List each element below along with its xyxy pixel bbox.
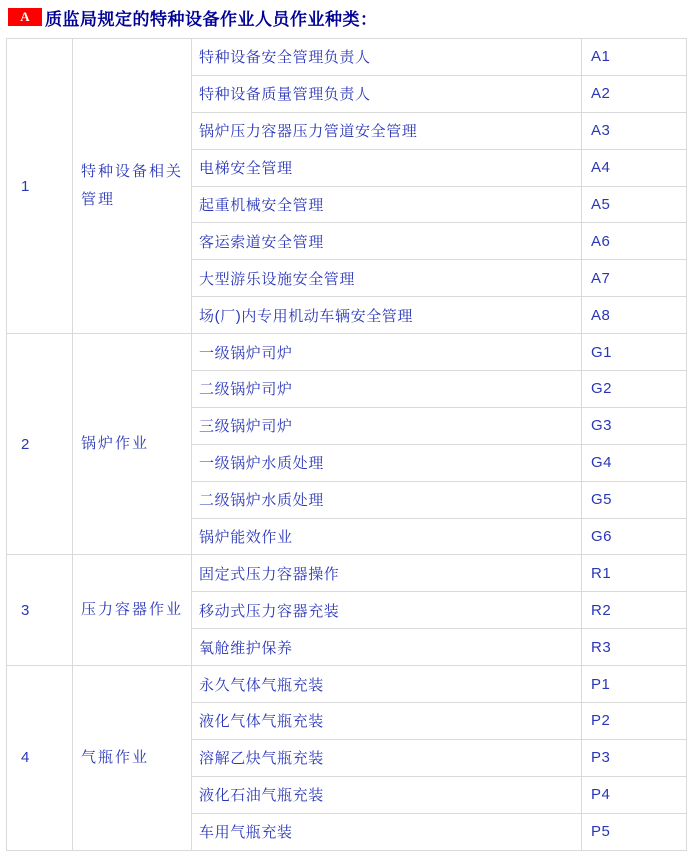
job-type: 溶解乙炔气瓶充装 <box>192 739 582 776</box>
job-code: G5 <box>582 481 687 518</box>
job-type: 锅炉压力容器压力管道安全管理 <box>192 112 582 149</box>
job-type: 永久气体气瓶充装 <box>192 666 582 703</box>
job-code: G1 <box>582 334 687 371</box>
group-number: 1 <box>7 39 73 334</box>
job-code: A5 <box>582 186 687 223</box>
job-type: 车用气瓶充装 <box>192 813 582 850</box>
job-type: 氧舱维护保养 <box>192 629 582 666</box>
page-title: 质监局规定的特种设备作业人员作业种类： <box>45 9 378 29</box>
job-code: P1 <box>582 666 687 703</box>
job-code: P2 <box>582 703 687 740</box>
job-type: 特种设备质量管理负责人 <box>192 75 582 112</box>
job-code: G3 <box>582 407 687 444</box>
job-type: 液化气体气瓶充装 <box>192 703 582 740</box>
table-row <box>7 334 687 371</box>
job-code: A2 <box>582 75 687 112</box>
job-code: A6 <box>582 223 687 260</box>
table-row <box>7 555 687 592</box>
job-type: 三级锅炉司炉 <box>192 407 582 444</box>
table-row <box>7 666 687 703</box>
job-categories-table <box>6 38 687 851</box>
job-type: 客运索道安全管理 <box>192 223 582 260</box>
group-number: 4 <box>7 666 73 850</box>
page-header <box>0 0 689 29</box>
job-code: R2 <box>582 592 687 629</box>
job-code: A7 <box>582 260 687 297</box>
job-code: G4 <box>582 444 687 481</box>
group-category: 特种设备相关管理 <box>73 39 192 334</box>
job-type: 电梯安全管理 <box>192 149 582 186</box>
job-type: 大型游乐设施安全管理 <box>192 260 582 297</box>
table-row <box>7 39 687 76</box>
job-code: A1 <box>582 39 687 76</box>
job-code: A8 <box>582 297 687 334</box>
job-type: 特种设备安全管理负责人 <box>192 39 582 76</box>
job-code: R3 <box>582 629 687 666</box>
job-type: 固定式压力容器操作 <box>192 555 582 592</box>
job-type: 一级锅炉水质处理 <box>192 444 582 481</box>
job-type: 液化石油气瓶充装 <box>192 776 582 813</box>
group-category: 气瓶作业 <box>73 666 192 850</box>
group-number: 2 <box>7 334 73 555</box>
job-code: P5 <box>582 813 687 850</box>
job-code: R1 <box>582 555 687 592</box>
job-type: 二级锅炉水质处理 <box>192 481 582 518</box>
section-badge: A <box>8 8 42 26</box>
job-type: 一级锅炉司炉 <box>192 334 582 371</box>
job-type: 二级锅炉司炉 <box>192 371 582 408</box>
job-code: G6 <box>582 518 687 555</box>
job-type: 移动式压力容器充装 <box>192 592 582 629</box>
job-code: P3 <box>582 739 687 776</box>
job-code: P4 <box>582 776 687 813</box>
group-number: 3 <box>7 555 73 666</box>
job-code: A3 <box>582 112 687 149</box>
job-code: A4 <box>582 149 687 186</box>
job-type: 场(厂)内专用机动车辆安全管理 <box>192 297 582 334</box>
job-code: G2 <box>582 371 687 408</box>
group-category: 锅炉作业 <box>73 334 192 555</box>
job-type: 起重机械安全管理 <box>192 186 582 223</box>
job-type: 锅炉能效作业 <box>192 518 582 555</box>
group-category: 压力容器作业 <box>73 555 192 666</box>
